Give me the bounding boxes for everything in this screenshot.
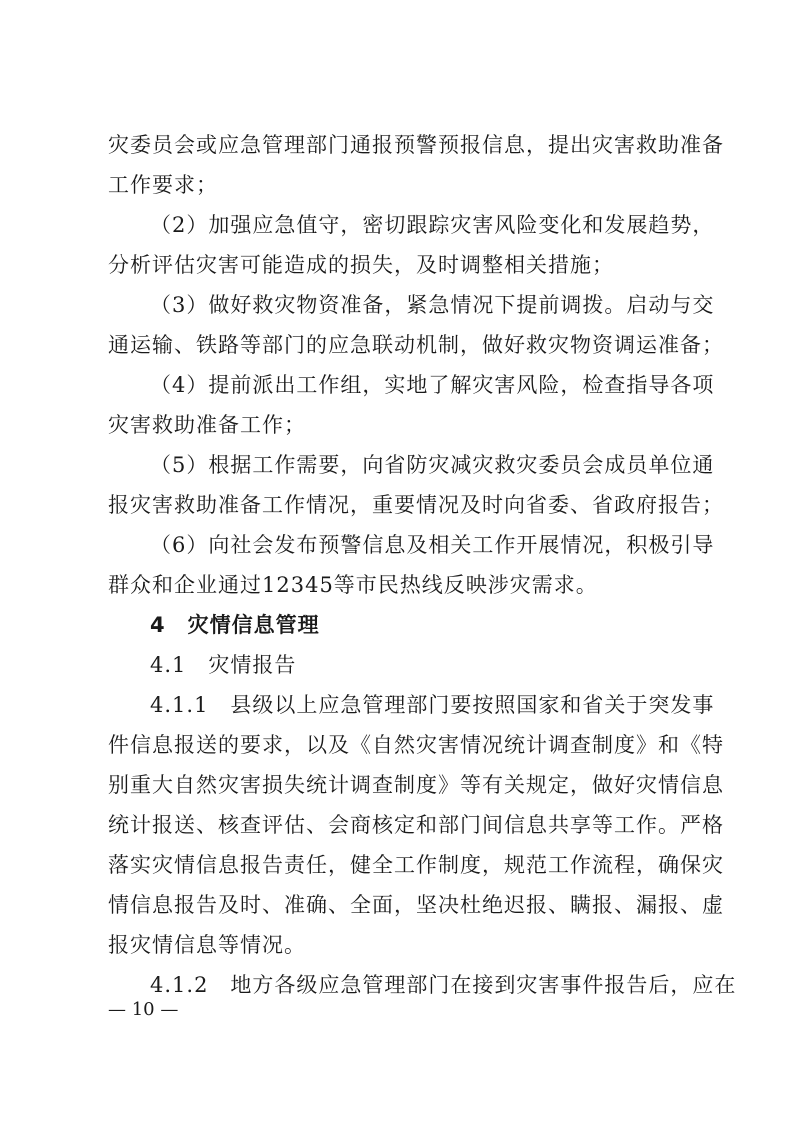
section-heading: 4 灾情信息管理	[150, 613, 320, 637]
page-number: — 10 —	[108, 999, 179, 1020]
text-line: （5）根据工作需要，向省防灾减灾救灾委员会成员单位通	[150, 453, 715, 477]
text-line: （4）提前派出工作组，实地了解灾害风险，检查指导各项	[150, 373, 715, 397]
text-line: 灾害救助准备工作；	[108, 413, 306, 437]
text-line: 落实灾情信息报告责任，健全工作制度，规范工作流程，确保灾	[108, 853, 724, 877]
text-line: 件信息报送的要求，以及《自然灾害情况统计调查制度》和《特	[108, 733, 724, 757]
text-line: 报灾害救助准备工作情况，重要情况及时向省委、省政府报告；	[108, 493, 724, 517]
subsection-heading: 4.1 灾情报告	[150, 653, 297, 677]
text-line: 统计报送、核查评估、会商核定和部门间信息共享等工作。严格	[108, 813, 724, 837]
text-line: 群众和企业通过12345等市民热线反映涉灾需求。	[108, 573, 598, 597]
text-line: 通运输、铁路等部门的应急联动机制，做好救灾物资调运准备；	[108, 333, 724, 357]
text-line: 工作要求；	[108, 173, 218, 197]
text-line: （3）做好救灾物资准备，紧急情况下提前调拨。启动与交	[150, 293, 715, 317]
text-line: （2）加强应急值守，密切跟踪灾害风险变化和发展趋势，	[150, 213, 715, 237]
text-line: 报灾情信息等情况。	[108, 933, 306, 957]
text-line: （6）向社会发布预警信息及相关工作开展情况，积极引导	[150, 533, 715, 557]
text-line: 4.1.1 县级以上应急管理部门要按照国家和省关于突发事	[150, 693, 715, 717]
text-line: 分析评估灾害可能造成的损失，及时调整相关措施；	[108, 253, 614, 277]
text-line: 灾委员会或应急管理部门通报预警预报信息，提出灾害救助准备	[108, 133, 724, 157]
text-line: 4.1.2 地方各级应急管理部门在接到灾害事件报告后，应在	[150, 973, 737, 997]
text-line: 情信息报告及时、准确、全面，坚决杜绝迟报、瞒报、漏报、虚	[108, 893, 724, 917]
text-line: 别重大自然灾害损失统计调查制度》等有关规定，做好灾情信息	[108, 773, 724, 797]
